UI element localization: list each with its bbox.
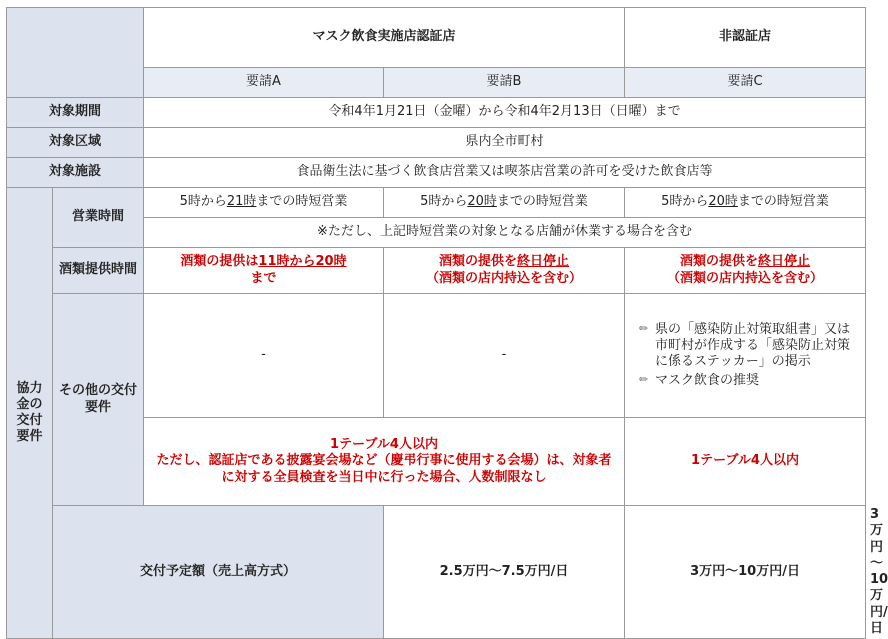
corner-cell bbox=[7, 8, 144, 98]
header-request-b: 要請B bbox=[384, 68, 625, 98]
header-request-a: 要請A bbox=[144, 68, 384, 98]
hours-note: ※ただし、上記時短営業の対象となる店舗が休業する場合を含む bbox=[144, 218, 866, 248]
list-item: ✏︎ マスク飲食の推奨 bbox=[639, 373, 760, 389]
other-c-group: 1テーブル4人以内 bbox=[625, 418, 866, 506]
hours-label: 営業時間 bbox=[53, 188, 144, 248]
area-label: 対象区域 bbox=[7, 128, 144, 158]
alcohol-b: 酒類の提供を終日停止 （酒類の店内持込を含む） bbox=[384, 248, 625, 294]
facilities-label: 対象施設 bbox=[7, 158, 144, 188]
other-c-list bbox=[629, 322, 861, 390]
list-item: ✏︎ 県の「感染防止対策取組書」又は市町村が作成する「感染防止対策に係るステッカー」の掲示 bbox=[639, 321, 851, 369]
other-ab-group: 1テーブル4人以内 ただし、認証店である披露宴会場など（慶弔行事に使用する会場）は、対象者に対する全員検査を当日中に行った場合、人数制限なし bbox=[144, 418, 625, 506]
other-a: - bbox=[144, 294, 384, 418]
alcohol-label: 酒類提供時間 bbox=[53, 248, 144, 294]
amount-label: 交付予定額（売上高方式） bbox=[53, 506, 384, 639]
hours-a: 5時から21時までの時短営業 bbox=[144, 188, 384, 218]
header-uncertified: 非認証店 bbox=[625, 8, 866, 68]
amount-b: 3万円～10万円/日 bbox=[625, 506, 866, 639]
amount-a: 2.5万円～7.5万円/日 bbox=[384, 506, 625, 639]
other-b: - bbox=[384, 294, 625, 418]
facilities-value: 食品衛生法に基づく飲食店営業又は喫茶店営業の許可を受けた飲食店等 bbox=[144, 158, 866, 188]
pencil-icon: ✏︎ bbox=[639, 321, 649, 335]
hours-c: 5時から20時までの時短営業 bbox=[625, 188, 866, 218]
period-value: 令和4年1月21日（金曜）から令和4年2月13日（日曜）まで bbox=[144, 98, 866, 128]
period-label: 対象期間 bbox=[7, 98, 144, 128]
header-certified: マスク飲食実施店認証店 bbox=[144, 8, 625, 68]
other-label: その他の交付要件 bbox=[53, 294, 144, 506]
alcohol-a: 酒類の提供は11時から20時 まで bbox=[144, 248, 384, 294]
subsidy-table: マスク飲食実施店認証店 非認証店 要請A 要請B 要請C 対象期間 令和4年1月21日（金曜）から令和4年2月13日（日曜）まで 対象区域 県内全市町村 対象施設 食品衛生法に基づく飲食店営業又は喫茶店営業の許可を受けた飲食店等 協力金の交付要件 営業時間 5時から21時までの時短営業 5時から20時までの時短営業 5時から20時までの時短営業 ※ただし、上記時短営業の対象となる店舗が休業する場合を含む 酒類提供時間 酒類の提供は11時から20時 まで 酒類の提供を終日停止 （酒類の店内持込を含む） 酒類の提供を終日停止 （酒類の店内持込を含む） その他の交付要件 - - ✏︎ 県の「感染防止対策取組書」又は市町村が作成する「感染防止対策に係るステッカー」の掲示 ✏︎ マスク飲食の推奨 1テーブル4人以内 ただし、認証店である披露宴会場など（慶弔行事に使用する会場）は、対象者に対する全員検査を当日中に行った場合、人数制限なし 1テーブル4人以内 交付予定額（売上高方式） 2.5万円～7.5万円/日 3万円～10万円/日 3万円～10万円/日 bbox=[6, 7, 866, 639]
area-value: 県内全市町村 bbox=[144, 128, 866, 158]
pencil-icon: ✏︎ bbox=[639, 373, 649, 387]
alcohol-c: 酒類の提供を終日停止 （酒類の店内持込を含む） bbox=[625, 248, 866, 294]
hours-b: 5時から20時までの時短営業 bbox=[384, 188, 625, 218]
subsidy-requirements-label: 協力金の交付要件 bbox=[7, 188, 53, 639]
header-request-c: 要請C bbox=[625, 68, 866, 98]
other-c bbox=[625, 294, 866, 418]
